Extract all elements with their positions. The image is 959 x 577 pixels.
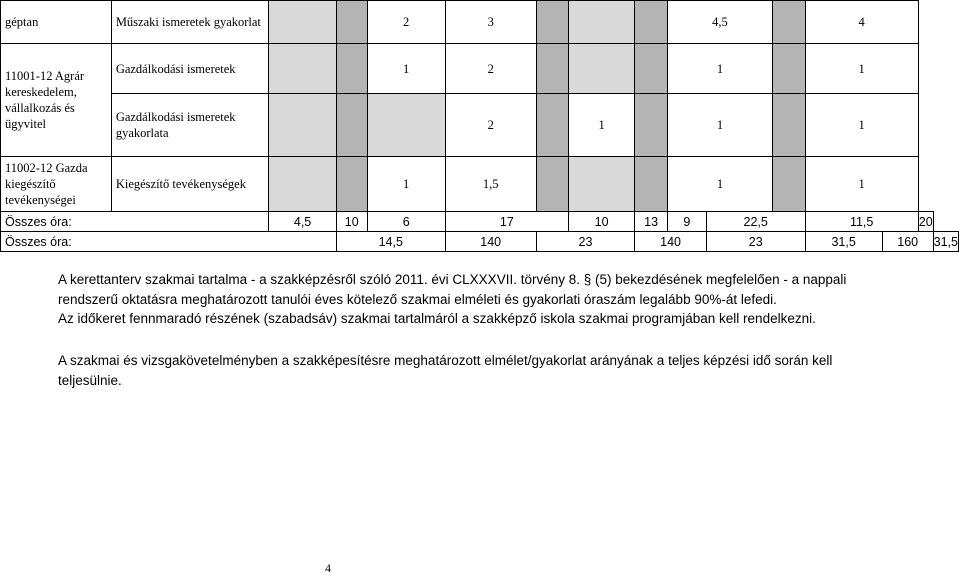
value-cell: 1,5 [445,157,536,212]
total-cell: 13 [635,212,668,232]
total-cell: 14,5 [336,232,445,252]
table-row [1,1,959,44]
value-cell: 1 [667,157,772,212]
page-number: 4 [325,561,331,575]
total-cell: 22,5 [706,212,805,232]
total-cell: 20 [918,212,933,232]
value-cell: 1 [568,94,634,157]
total-cell: 4,5 [269,212,336,232]
value-cell: 1 [805,157,918,212]
total-cell: 31,5 [933,232,958,252]
table-row [1,157,959,212]
total-cell: 160 [882,232,933,252]
curriculum-table [0,0,959,252]
totals-label: Összes óra: [1,212,269,232]
framework-paragraph [58,270,903,329]
subject-cell: Műszaki ismeretek gyakorlat [111,1,269,44]
total-cell: 140 [635,232,707,252]
total-cell: 11,5 [805,212,918,232]
module-cell: 11002-12 Gazda kiegészítő tevékenységei [1,157,112,212]
module-cell: 11001-12 Agrár kereskedelem, vállalkozás és ügyvitel [1,44,112,157]
table-row [1,94,959,157]
total-cell: 31,5 [805,232,882,252]
table-row [1,44,959,94]
total-cell: 140 [445,232,536,252]
text-line: A kerettanterv szakmai tartalma - a szakképzésről szóló 2011. évi CLXXXVII. törvény 8. § (5) bekezdésének megfelelően - a nappali [58,272,847,287]
subject-cell: Gazdálkodási ismeretek gyakorlata [111,94,269,157]
total-cell: 9 [667,212,706,232]
value-cell: 1 [367,157,445,212]
total-cell: 10 [336,212,367,232]
value-cell: 1 [367,44,445,94]
totals-label: Összes óra: [1,232,337,252]
text-line: teljesülnie. [58,372,122,388]
subject-cell: Gazdálkodási ismeretek [111,44,269,94]
value-cell: 3 [445,1,536,44]
ratio-paragraph [58,351,903,390]
value-cell: 1 [805,94,918,157]
total-cell: 23 [536,232,635,252]
total-cell: 23 [706,232,805,252]
value-cell: 2 [445,94,536,157]
value-cell: 1 [667,94,772,157]
total-cell: 17 [445,212,568,232]
value-cell: 4 [805,1,918,44]
value-cell: 2 [445,44,536,94]
subject-cell: Kiegészítő tevékenységek [111,157,269,212]
total-cell: 6 [367,212,445,232]
value-cell: 4,5 [667,1,772,44]
total-cell: 10 [568,212,634,232]
totals-row [1,212,959,232]
text-line: Az időkeret fennmaradó részének (szabadsáv) szakmai tartalmáról a szakképző iskola szakmai programjában kell rendelkezni. [58,311,816,326]
value-cell: 1 [805,44,918,94]
text-line: A szakmai és vizsgakövetelményben a szakképesítésre meghatározott elmélet/gyakorlat arányának a teljes képzési idő során kell [58,353,833,368]
value-cell: 1 [667,44,772,94]
text-line: rendszerű oktatásra meghatározott tanulói éves kötelező szakmai elméleti és gyakorlati óraszám legalább 90%-át lefedi. [58,291,777,307]
totals-row [1,232,959,252]
module-cell: géptan [1,1,112,44]
value-cell: 2 [367,1,445,44]
